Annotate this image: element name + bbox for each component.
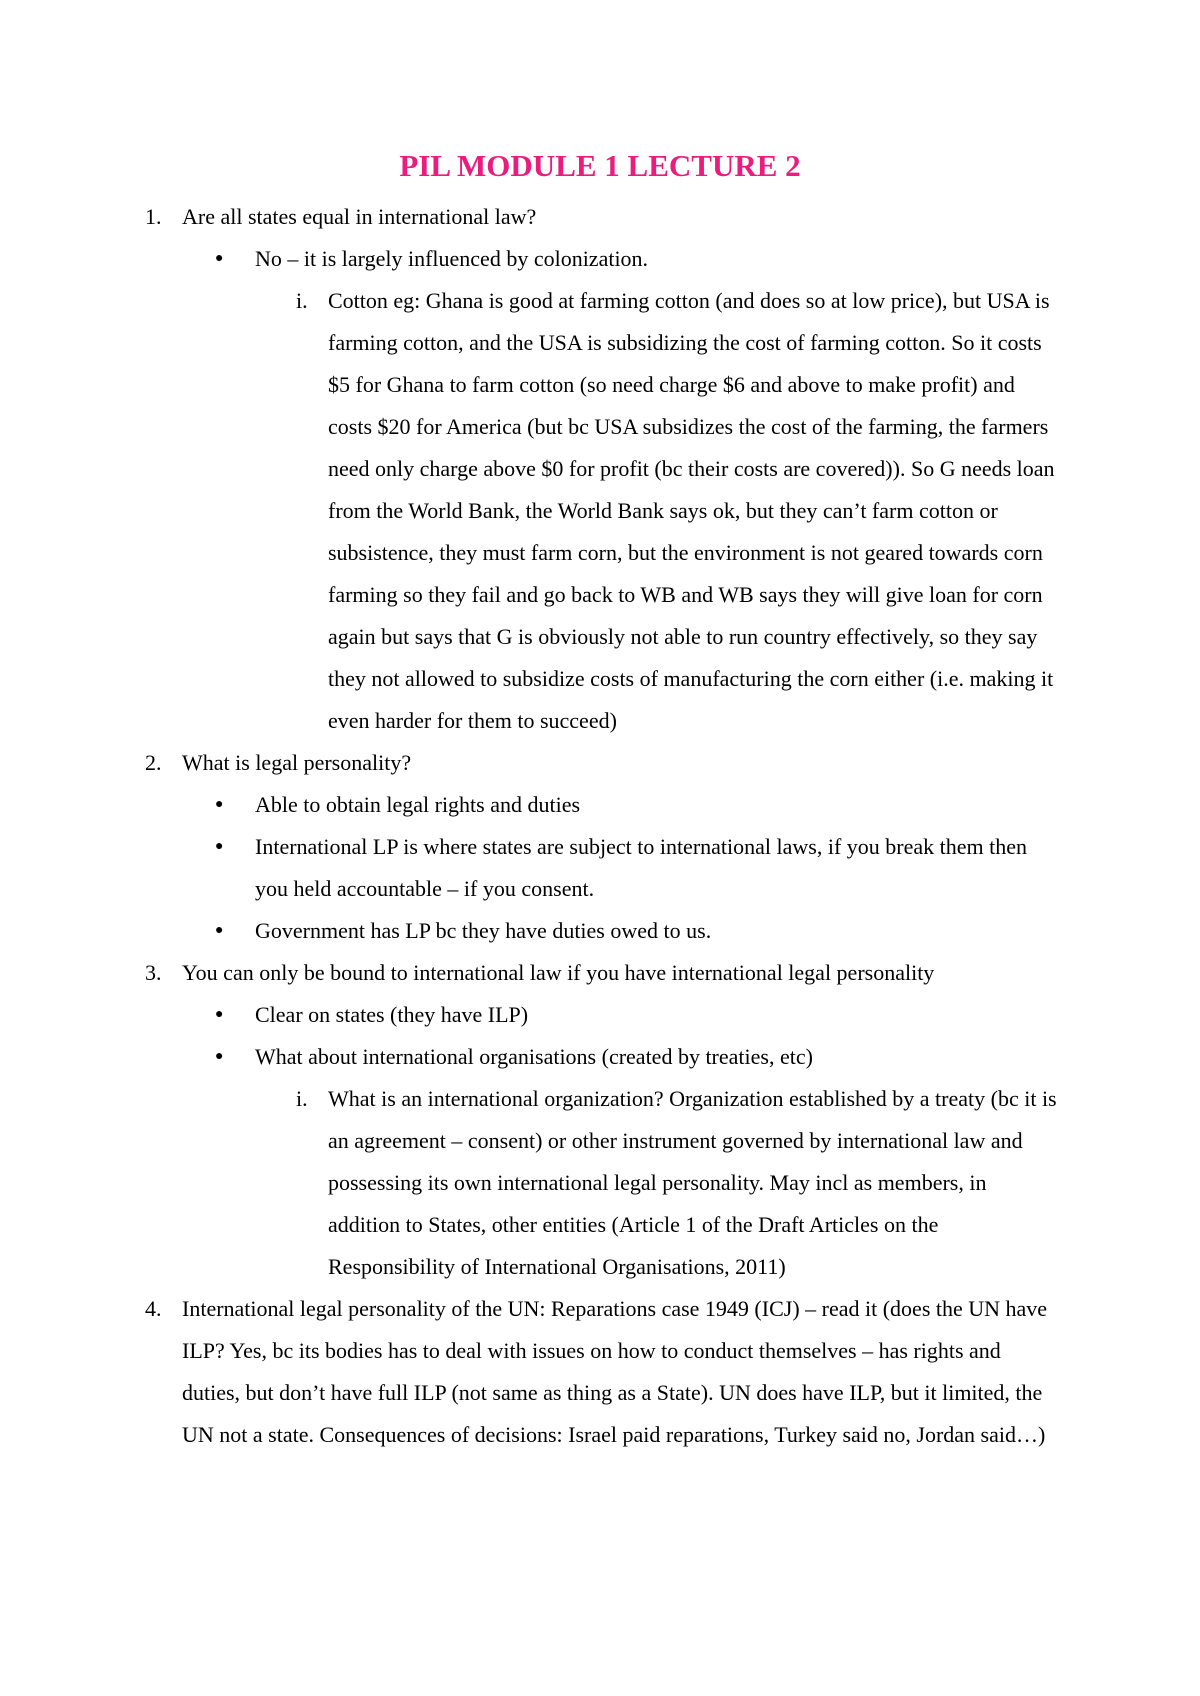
list-item-text: Able to obtain legal rights and duties xyxy=(255,792,581,817)
document-body xyxy=(0,196,1200,1456)
document-title: PIL MODULE 1 LECTURE 2 xyxy=(399,148,801,183)
list-item-text: No – it is largely influenced by colonization. xyxy=(255,246,649,271)
list-item-text: You can only be bound to international law if you have international legal personality xyxy=(182,960,935,985)
list-item-text: Cotton eg: Ghana is good at farming cotton (and does so at low price), but USA is farming cotton, and the USA is subsidizing the cost of farming cotton. So it costs $5 for Ghana to farm cotton (so need charge $6 and above to make profit) and costs $20 for America (but bc USA subsidizes the cost of the farming, the farmers need only charge above $0 for profit (bc their costs are covered)). So G needs loan from the World Bank, the World Bank says ok, but they can’t farm cotton or subsistence, they must farm corn, but the environment is not geared towards corn farming so they fail and go back to WB and WB says they will give loan for corn again but says that G is obviously not able to run country effectively, so they say they not allowed to subsidize costs of manufacturing the corn either (i.e. making it even harder for them to succeed) xyxy=(328,288,1055,733)
list-item-level-3 xyxy=(0,280,1200,742)
list-item-level-1 xyxy=(0,742,1200,784)
list-item-level-3 xyxy=(0,1078,1200,1288)
list-marker: i. xyxy=(296,1086,308,1111)
list-item-level-2 xyxy=(0,910,1200,952)
list-marker: 3. xyxy=(145,960,162,985)
list-item-level-1 xyxy=(0,1288,1200,1456)
list-item-level-2 xyxy=(0,1036,1200,1078)
bullet-marker: ● xyxy=(215,923,224,938)
list-item-text: Are all states equal in international law? xyxy=(182,204,537,229)
bullet-marker: ● xyxy=(215,251,224,266)
list-item-text: What is legal personality? xyxy=(182,750,412,775)
list-marker: 2. xyxy=(145,750,162,775)
bullet-marker: ● xyxy=(215,839,224,854)
list-item-level-1 xyxy=(0,952,1200,994)
list-marker: i. xyxy=(296,288,308,313)
list-item-level-2 xyxy=(0,238,1200,280)
list-item-level-1 xyxy=(0,196,1200,238)
list-item-text: International legal personality of the UN: Reparations case 1949 (ICJ) – read it (does the UN have ILP? Yes, bc its bodies has to deal with issues on how to conduct themselves – has rights and duties, but don’t have full ILP (not same as thing as a State). UN does have ILP, but it limited, the UN not a state. Consequences of decisions: Israel paid reparations, Turkey said no, Jordan said…) xyxy=(182,1296,1048,1447)
list-marker: 4. xyxy=(145,1296,162,1321)
list-item-level-2 xyxy=(0,826,1200,910)
list-item-level-2 xyxy=(0,994,1200,1036)
list-item-text: International LP is where states are subject to international laws, if you break them then you held accountable – if you consent. xyxy=(255,834,1027,901)
list-item-level-2 xyxy=(0,784,1200,826)
list-item-text: Government has LP bc they have duties owed to us. xyxy=(255,918,712,943)
bullet-marker: ● xyxy=(215,797,224,812)
list-marker: 1. xyxy=(145,204,162,229)
list-item-text: Clear on states (they have ILP) xyxy=(255,1002,529,1027)
list-item-text: What is an international organization? Organization established by a treaty (bc it is an agreement – consent) or other instrument governed by international law and possessing its own international legal personality. May incl as members, in addition to States, other entities (Article 1 of the Draft Articles on the Responsibility of International Organisations, 2011) xyxy=(328,1086,1057,1279)
bullet-marker: ● xyxy=(215,1007,224,1022)
list-item-text: What about international organisations (created by treaties, etc) xyxy=(255,1044,813,1069)
bullet-marker: ● xyxy=(215,1049,224,1064)
